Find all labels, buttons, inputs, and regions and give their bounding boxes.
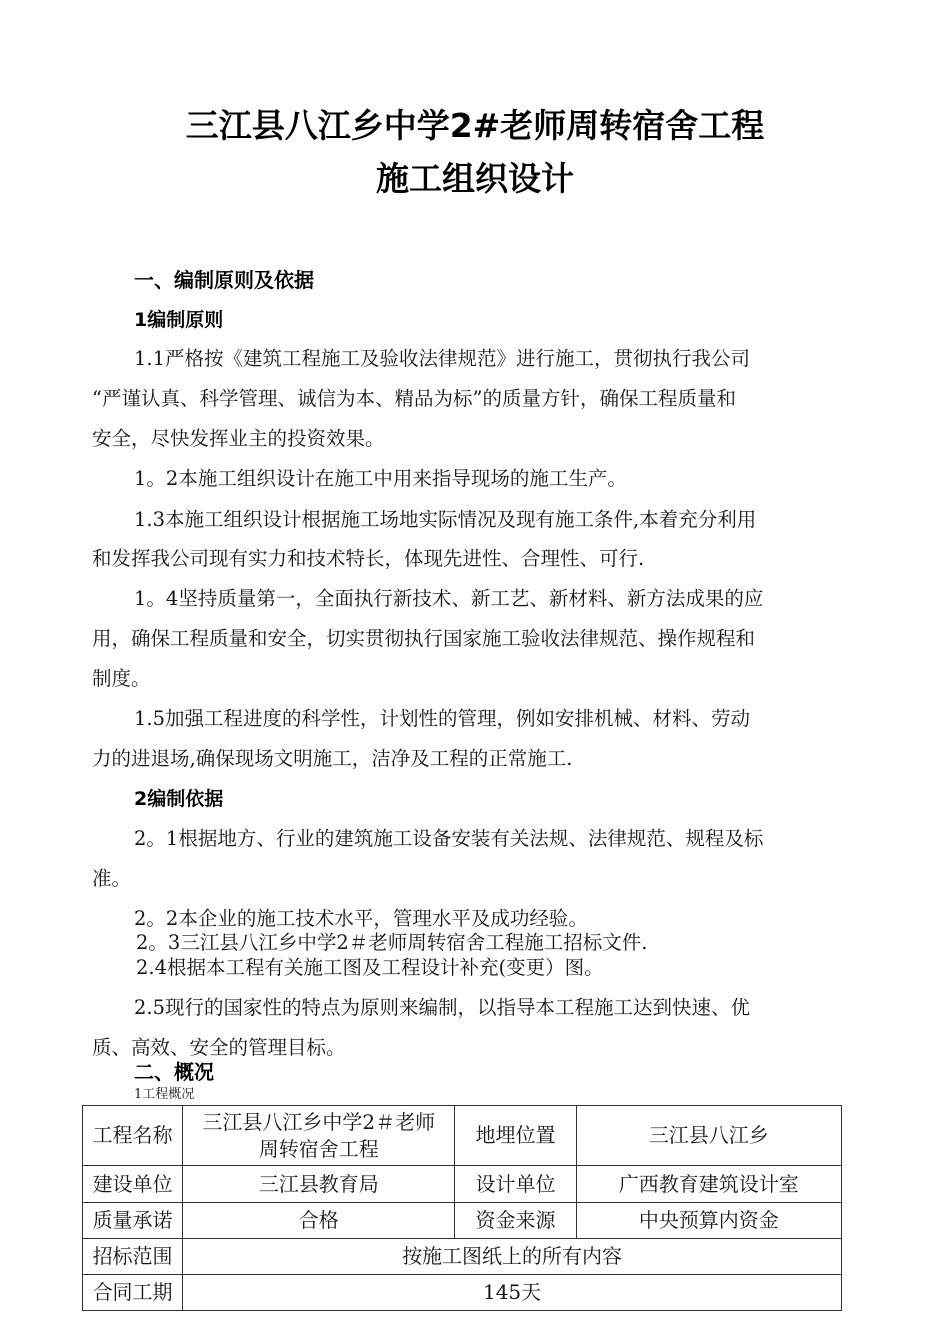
table-row xyxy=(83,1239,842,1275)
table-row xyxy=(83,1203,842,1239)
table-cell: 资金来源 xyxy=(455,1203,576,1239)
paragraph-line: 1.5加强工程进度的科学性，计划性的管理，例如安排机械、材料、劳动 xyxy=(134,707,751,730)
table-cell: 合同工期 xyxy=(83,1275,183,1311)
table-cell: 中央预算内资金 xyxy=(576,1203,841,1239)
paragraph-line: 制度。 xyxy=(92,667,151,690)
project-overview-table xyxy=(82,1105,842,1311)
paragraph-line: 准。 xyxy=(92,867,132,890)
table-row xyxy=(83,1166,842,1203)
paragraph-line: 1。4坚持质量第一，全面执行新技术、新工艺、新材料、新方法成果的应 xyxy=(134,587,764,610)
table-cell: 三江县八江乡 xyxy=(576,1106,841,1166)
paragraph-line: 1.1严格按《建筑工程施工及验收法律规范》进行施工，贯彻执行我公司 xyxy=(134,347,751,370)
paragraph-line: 力的进退场,确保现场文明施工，洁净及工程的正常施工. xyxy=(92,747,573,770)
paragraph-line: 1.3本施工组织设计根据施工场地实际情况及现有施工条件,本着充分利用 xyxy=(134,508,757,531)
paragraph-line: 2.5现行的国家性的特点为原则来编制，以指导本工程施工达到快速、优 xyxy=(134,996,751,1019)
table-cell-line: 三江县八江乡中学2＃老师 xyxy=(202,1109,436,1134)
table-cell: 质量承诺 xyxy=(83,1203,183,1239)
section1-heading: 一、编制原则及依据 xyxy=(134,268,314,292)
paragraph-line: 2。3三江县八江乡中学2＃老师周转宿舍工程施工招标文件. xyxy=(136,931,648,954)
document-title-line2: 施工组织设计 xyxy=(376,159,574,198)
paragraph-line: 质、高效、安全的管理目标。 xyxy=(92,1036,346,1059)
table-cell: 三江县教育局 xyxy=(183,1166,455,1203)
paragraph-line: 2。1根据地方、行业的建筑施工设备安装有关法规、法律规范、规程及标 xyxy=(134,827,764,850)
paragraph-line: 2。2本企业的施工技术水平，管理水平及成功经验。 xyxy=(134,907,588,930)
table-cell: 145天 xyxy=(183,1275,842,1311)
table-cell: 广西教育建筑设计室 xyxy=(576,1166,841,1203)
paragraph-line: 安全，尽快发挥业主的投资效果。 xyxy=(92,427,385,450)
table-cell: 合格 xyxy=(183,1203,455,1239)
table-row xyxy=(83,1275,842,1311)
table-cell: 建设单位 xyxy=(83,1166,183,1203)
table-caption: 1工程概况 xyxy=(134,1087,195,1102)
table-row xyxy=(83,1106,842,1166)
table-cell xyxy=(183,1106,455,1166)
table-cell: 地埋位置 xyxy=(455,1106,576,1166)
table-cell: 工程名称 xyxy=(83,1106,183,1166)
table-cell: 设计单位 xyxy=(455,1166,576,1203)
table-cell: 招标范围 xyxy=(83,1239,183,1275)
paragraph-line: 2.4根据本工程有关施工图及工程设计补充(变更）图。 xyxy=(136,956,604,979)
table-cell: 按施工图纸上的所有内容 xyxy=(183,1239,842,1275)
document-title-line1: 三江县八江乡中学2#老师周转宿舍工程 xyxy=(185,106,765,145)
table-cell-line: 周转宿舍工程 xyxy=(258,1136,379,1161)
subsection-1-heading: 1编制原则 xyxy=(134,309,224,331)
paragraph-line: 1。2本施工组织设计在施工中用来指导现场的施工生产。 xyxy=(134,467,627,490)
paragraph-line: “严谨认真、科学管理、诚信为本、精品为标”的质量方针，确保工程质量和 xyxy=(92,387,736,410)
section2-heading: 二、概况 xyxy=(134,1060,214,1084)
subsection-2-heading: 2编制依据 xyxy=(134,788,224,810)
paragraph-line: 用，确保工程质量和安全，切实贯彻执行国家施工验收法律规范、操作规程和 xyxy=(92,627,756,650)
paragraph-line: 和发挥我公司现有实力和技术特长，体现先进性、合理性、可行. xyxy=(92,547,645,570)
